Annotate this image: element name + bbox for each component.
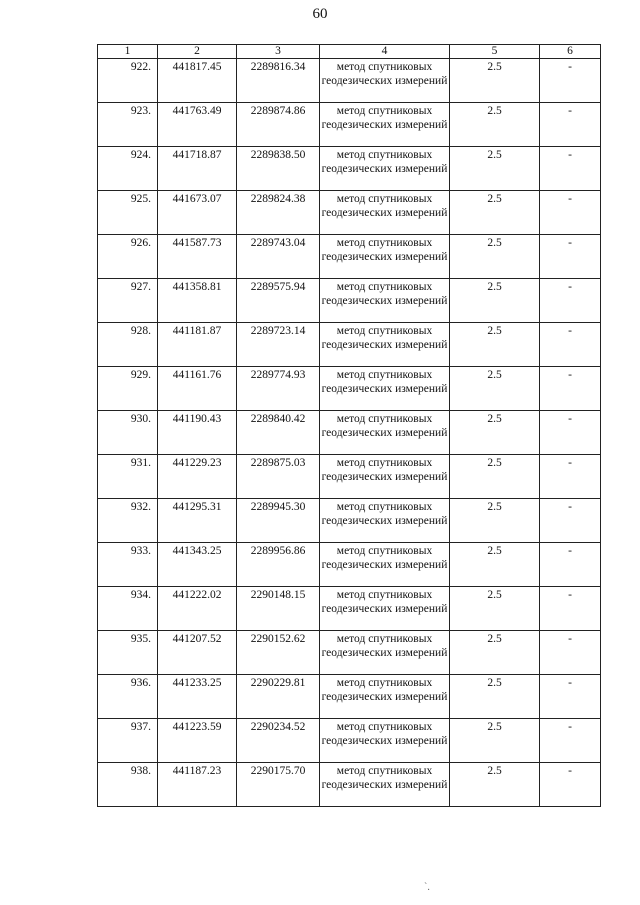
table-row bbox=[98, 323, 601, 367]
table-row bbox=[98, 59, 601, 103]
table-row bbox=[98, 103, 601, 147]
y-coordinate-cell: 2289824.38 bbox=[237, 191, 320, 235]
accuracy-cell: 2.5 bbox=[450, 59, 540, 103]
y-coordinate-cell: 2290234.52 bbox=[237, 719, 320, 763]
y-coordinate-cell: 2289743.04 bbox=[237, 235, 320, 279]
y-coordinate-cell: 2289575.94 bbox=[237, 279, 320, 323]
table-row bbox=[98, 235, 601, 279]
y-coordinate-cell: 2289838.50 bbox=[237, 147, 320, 191]
point-number-cell: 922. bbox=[98, 59, 158, 103]
y-coordinate-cell: 2289945.30 bbox=[237, 499, 320, 543]
column-header-1: 1 bbox=[98, 45, 158, 59]
point-number-cell: 935. bbox=[98, 631, 158, 675]
table-row bbox=[98, 191, 601, 235]
method-cell: метод спутниковых геодезических измерений bbox=[320, 455, 450, 499]
note-cell: - bbox=[540, 59, 601, 103]
note-cell: - bbox=[540, 675, 601, 719]
note-cell: - bbox=[540, 279, 601, 323]
x-coordinate-cell: 441187.23 bbox=[158, 763, 237, 807]
x-coordinate-cell: 441233.25 bbox=[158, 675, 237, 719]
y-coordinate-cell: 2289774.93 bbox=[237, 367, 320, 411]
y-coordinate-cell: 2290229.81 bbox=[237, 675, 320, 719]
method-cell: метод спутниковых геодезических измерений bbox=[320, 763, 450, 807]
accuracy-cell: 2.5 bbox=[450, 587, 540, 631]
method-cell: метод спутниковых геодезических измерений bbox=[320, 279, 450, 323]
note-cell: - bbox=[540, 763, 601, 807]
accuracy-cell: 2.5 bbox=[450, 147, 540, 191]
method-cell: метод спутниковых геодезических измерений bbox=[320, 323, 450, 367]
note-cell: - bbox=[540, 323, 601, 367]
method-cell: метод спутниковых геодезических измерений bbox=[320, 675, 450, 719]
point-number-cell: 930. bbox=[98, 411, 158, 455]
note-cell: - bbox=[540, 499, 601, 543]
y-coordinate-cell: 2289723.14 bbox=[237, 323, 320, 367]
table-row bbox=[98, 147, 601, 191]
note-cell: - bbox=[540, 587, 601, 631]
accuracy-cell: 2.5 bbox=[450, 719, 540, 763]
y-coordinate-cell: 2290175.70 bbox=[237, 763, 320, 807]
table-row bbox=[98, 631, 601, 675]
method-cell: метод спутниковых геодезических измерений bbox=[320, 191, 450, 235]
point-number-cell: 936. bbox=[98, 675, 158, 719]
table-row bbox=[98, 587, 601, 631]
x-coordinate-cell: 441587.73 bbox=[158, 235, 237, 279]
note-cell: - bbox=[540, 719, 601, 763]
table-row bbox=[98, 455, 601, 499]
x-coordinate-cell: 441207.52 bbox=[158, 631, 237, 675]
accuracy-cell: 2.5 bbox=[450, 367, 540, 411]
accuracy-cell: 2.5 bbox=[450, 631, 540, 675]
point-number-cell: 928. bbox=[98, 323, 158, 367]
table-row bbox=[98, 675, 601, 719]
column-header-6: 6 bbox=[540, 45, 601, 59]
point-number-cell: 927. bbox=[98, 279, 158, 323]
note-cell: - bbox=[540, 543, 601, 587]
accuracy-cell: 2.5 bbox=[450, 543, 540, 587]
method-cell: метод спутниковых геодезических измерений bbox=[320, 631, 450, 675]
point-number-cell: 926. bbox=[98, 235, 158, 279]
y-coordinate-cell: 2289816.34 bbox=[237, 59, 320, 103]
method-cell: метод спутниковых геодезических измерений bbox=[320, 367, 450, 411]
point-number-cell: 938. bbox=[98, 763, 158, 807]
note-cell: - bbox=[540, 191, 601, 235]
note-cell: - bbox=[540, 455, 601, 499]
accuracy-cell: 2.5 bbox=[450, 499, 540, 543]
column-header-5: 5 bbox=[450, 45, 540, 59]
point-number-cell: 934. bbox=[98, 587, 158, 631]
y-coordinate-cell: 2290148.15 bbox=[237, 587, 320, 631]
column-header-2: 2 bbox=[158, 45, 237, 59]
column-header-3: 3 bbox=[237, 45, 320, 59]
note-cell: - bbox=[540, 631, 601, 675]
point-number-cell: 932. bbox=[98, 499, 158, 543]
scan-artifact: ˋ. bbox=[424, 882, 430, 893]
accuracy-cell: 2.5 bbox=[450, 103, 540, 147]
method-cell: метод спутниковых геодезических измерений bbox=[320, 235, 450, 279]
table-row bbox=[98, 411, 601, 455]
accuracy-cell: 2.5 bbox=[450, 675, 540, 719]
method-cell: метод спутниковых геодезических измерений bbox=[320, 499, 450, 543]
x-coordinate-cell: 441718.87 bbox=[158, 147, 237, 191]
y-coordinate-cell: 2289875.03 bbox=[237, 455, 320, 499]
accuracy-cell: 2.5 bbox=[450, 455, 540, 499]
accuracy-cell: 2.5 bbox=[450, 235, 540, 279]
page-number: 60 bbox=[312, 6, 328, 22]
method-cell: метод спутниковых геодезических измерений bbox=[320, 147, 450, 191]
coordinates-table bbox=[97, 44, 601, 807]
x-coordinate-cell: 441229.23 bbox=[158, 455, 237, 499]
point-number-cell: 923. bbox=[98, 103, 158, 147]
method-cell: метод спутниковых геодезических измерений bbox=[320, 587, 450, 631]
method-cell: метод спутниковых геодезических измерений bbox=[320, 59, 450, 103]
note-cell: - bbox=[540, 147, 601, 191]
x-coordinate-cell: 441673.07 bbox=[158, 191, 237, 235]
x-coordinate-cell: 441295.31 bbox=[158, 499, 237, 543]
point-number-cell: 924. bbox=[98, 147, 158, 191]
x-coordinate-cell: 441343.25 bbox=[158, 543, 237, 587]
method-cell: метод спутниковых геодезических измерений bbox=[320, 719, 450, 763]
x-coordinate-cell: 441817.45 bbox=[158, 59, 237, 103]
table-row bbox=[98, 367, 601, 411]
x-coordinate-cell: 441181.87 bbox=[158, 323, 237, 367]
accuracy-cell: 2.5 bbox=[450, 191, 540, 235]
y-coordinate-cell: 2289840.42 bbox=[237, 411, 320, 455]
table-row bbox=[98, 719, 601, 763]
accuracy-cell: 2.5 bbox=[450, 279, 540, 323]
accuracy-cell: 2.5 bbox=[450, 763, 540, 807]
table-body bbox=[98, 59, 601, 807]
point-number-cell: 931. bbox=[98, 455, 158, 499]
y-coordinate-cell: 2289874.86 bbox=[237, 103, 320, 147]
column-header-4: 4 bbox=[320, 45, 450, 59]
method-cell: метод спутниковых геодезических измерений bbox=[320, 103, 450, 147]
table-header-row bbox=[98, 45, 601, 59]
x-coordinate-cell: 441161.76 bbox=[158, 367, 237, 411]
table-row bbox=[98, 763, 601, 807]
point-number-cell: 929. bbox=[98, 367, 158, 411]
table-row bbox=[98, 499, 601, 543]
note-cell: - bbox=[540, 235, 601, 279]
point-number-cell: 925. bbox=[98, 191, 158, 235]
note-cell: - bbox=[540, 367, 601, 411]
y-coordinate-cell: 2289956.86 bbox=[237, 543, 320, 587]
method-cell: метод спутниковых геодезических измерений bbox=[320, 411, 450, 455]
note-cell: - bbox=[540, 411, 601, 455]
note-cell: - bbox=[540, 103, 601, 147]
x-coordinate-cell: 441190.43 bbox=[158, 411, 237, 455]
point-number-cell: 933. bbox=[98, 543, 158, 587]
y-coordinate-cell: 2290152.62 bbox=[237, 631, 320, 675]
table-row bbox=[98, 543, 601, 587]
x-coordinate-cell: 441222.02 bbox=[158, 587, 237, 631]
table-row bbox=[98, 279, 601, 323]
x-coordinate-cell: 441358.81 bbox=[158, 279, 237, 323]
accuracy-cell: 2.5 bbox=[450, 323, 540, 367]
point-number-cell: 937. bbox=[98, 719, 158, 763]
x-coordinate-cell: 441763.49 bbox=[158, 103, 237, 147]
method-cell: метод спутниковых геодезических измерений bbox=[320, 543, 450, 587]
x-coordinate-cell: 441223.59 bbox=[158, 719, 237, 763]
accuracy-cell: 2.5 bbox=[450, 411, 540, 455]
